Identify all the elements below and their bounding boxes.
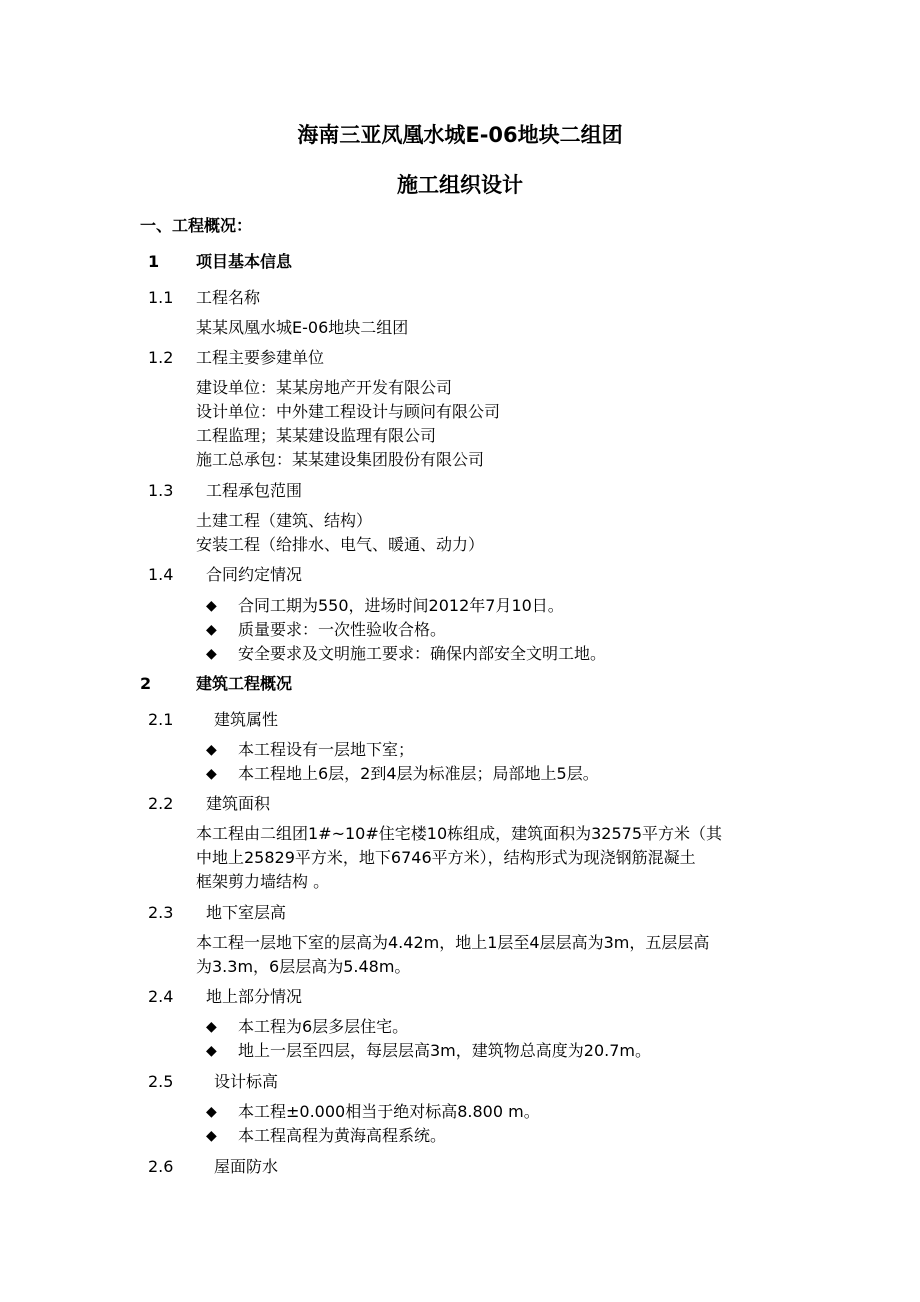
section-heading: 一、工程概况： xyxy=(140,216,253,235)
paragraph-line: 框架剪力墙结构 。 xyxy=(196,872,330,891)
heading-label: 项目基本信息 xyxy=(196,252,293,271)
bullet-text: 本工程±0.000相当于绝对标高8.800 m。 xyxy=(238,1102,540,1121)
doc-subtitle: 施工组织设计 xyxy=(397,173,523,197)
subheading-number: 2.5 xyxy=(148,1072,174,1091)
subheading-label: 地上部分情况 xyxy=(206,987,303,1006)
paragraph-line: 为3.3m，6层层高为5.48m。 xyxy=(196,957,411,976)
paragraph-line: 某某凤凰水城E-06地块二组团 xyxy=(196,318,409,337)
paragraph-line: 工程监理；某某建设监理有限公司 xyxy=(196,426,437,445)
subheading-label: 屋面防水 xyxy=(214,1157,279,1176)
paragraph-line: 安装工程（给排水、电气、暖通、动力） xyxy=(196,535,485,554)
bullet-text: 安全要求及文明施工要求：确保内部安全文明工地。 xyxy=(238,644,607,663)
subheading-number: 1.3 xyxy=(148,481,174,500)
subheading-label: 合同约定情况 xyxy=(206,565,303,584)
bullet-diamond-icon: ◆ xyxy=(206,742,217,758)
heading-label: 建筑工程概况 xyxy=(196,674,293,693)
subheading-number: 2.2 xyxy=(148,794,174,813)
bullet-diamond-icon: ◆ xyxy=(206,1128,217,1144)
paragraph-line: 中地上25829平方米，地下6746平方米），结构形式为现浇钢筋混凝土 xyxy=(196,848,696,867)
bullet-diamond-icon: ◆ xyxy=(206,1043,217,1059)
subheading-label: 工程名称 xyxy=(196,288,261,307)
subheading-label: 工程承包范围 xyxy=(206,481,303,500)
subheading-number: 1.1 xyxy=(148,288,174,307)
subheading-number: 1.2 xyxy=(148,348,174,367)
bullet-text: 本工程为6层多层住宅。 xyxy=(238,1017,409,1036)
heading-number: 1 xyxy=(148,252,160,271)
bullet-diamond-icon: ◆ xyxy=(206,598,217,614)
bullet-text: 本工程设有一层地下室； xyxy=(238,740,415,759)
paragraph-line: 本工程一层地下室的层高为4.42m，地上1层至4层层高为3m，五层层高 xyxy=(196,933,710,952)
bullet-diamond-icon: ◆ xyxy=(206,646,217,662)
paragraph-line: 建设单位：某某房地产开发有限公司 xyxy=(196,378,453,397)
subheading-label: 建筑面积 xyxy=(206,794,271,813)
subheading-label: 地下室层高 xyxy=(206,903,287,922)
subheading-number: 2.3 xyxy=(148,903,174,922)
bullet-text: 本工程地上6层，2到4层为标准层；局部地上5层。 xyxy=(238,764,599,783)
paragraph-line: 设计单位：中外建工程设计与顾问有限公司 xyxy=(196,402,501,421)
subheading-label: 建筑属性 xyxy=(214,710,279,729)
bullet-diamond-icon: ◆ xyxy=(206,1019,217,1035)
subheading-number: 2.4 xyxy=(148,987,174,1006)
subheading-label: 设计标高 xyxy=(214,1072,279,1091)
bullet-text: 合同工期为550，进场时间2012年7月10日。 xyxy=(238,596,564,615)
bullet-text: 地上一层至四层，每层层高3m，建筑物总高度为20.7m。 xyxy=(238,1041,651,1060)
bullet-text: 本工程高程为黄海高程系统。 xyxy=(238,1126,447,1145)
bullet-diamond-icon: ◆ xyxy=(206,622,217,638)
subheading-number: 2.6 xyxy=(148,1157,174,1176)
heading-number: 2 xyxy=(140,674,152,693)
paragraph-line: 施工总承包：某某建设集团股份有限公司 xyxy=(196,450,485,469)
bullet-diamond-icon: ◆ xyxy=(206,766,217,782)
subheading-number: 2.1 xyxy=(148,710,174,729)
subheading-number: 1.4 xyxy=(148,565,174,584)
subheading-label: 工程主要参建单位 xyxy=(196,348,325,367)
bullet-text: 质量要求：一次性验收合格。 xyxy=(238,620,447,639)
paragraph-line: 本工程由二组团1#~10#住宅楼10栋组成，建筑面积为32575平方米（其 xyxy=(196,824,723,843)
paragraph-line: 土建工程（建筑、结构） xyxy=(196,511,373,530)
doc-title: 海南三亚凤凰水城E-06地块二组团 xyxy=(297,123,623,147)
bullet-diamond-icon: ◆ xyxy=(206,1104,217,1120)
